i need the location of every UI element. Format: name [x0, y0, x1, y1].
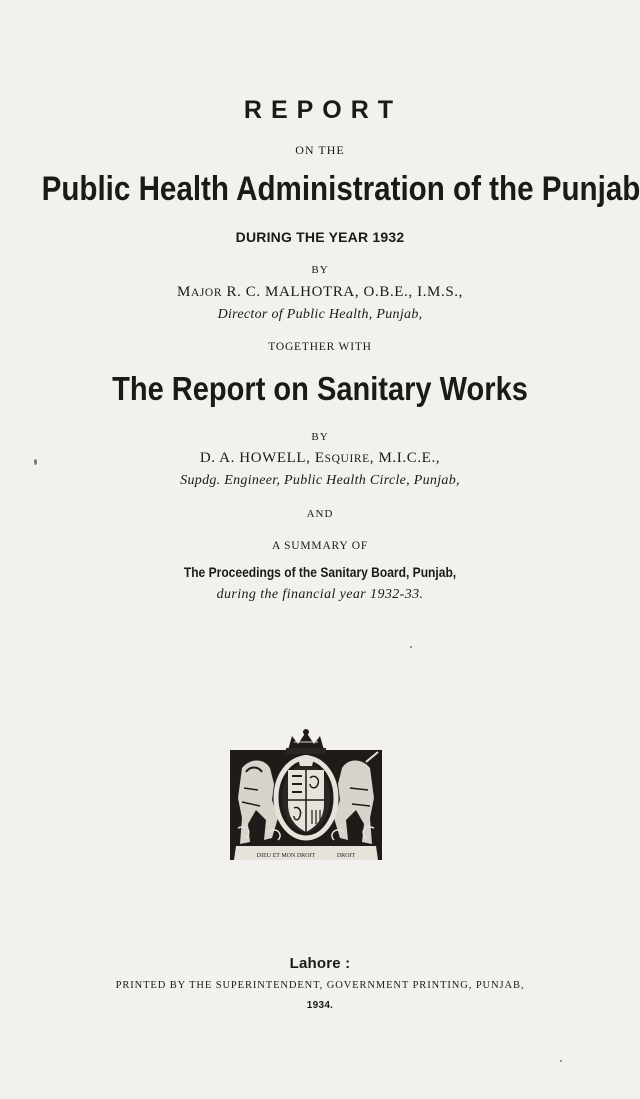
and-line: AND: [306, 508, 334, 520]
author-2-suffix-cap: E: [314, 450, 325, 466]
printer-line: PRINTED BY THE SUPERINTENDENT, GOVERNMENT PRINTING, PUNJAB,: [115, 980, 525, 991]
motto-right-text: DROIT: [336, 853, 356, 859]
secondary-title: The Report on Sanitary Works: [112, 370, 528, 407]
proceedings-line: The Proceedings of the Sanitary Board, Punjab,: [183, 564, 457, 580]
author-2-title: Supdg. Engineer, Public Health Circle, Punjab,: [180, 473, 460, 488]
author-2-name: D. A. HOWELL,: [199, 450, 315, 466]
author-1-prefix-rest: AJOR: [190, 287, 223, 299]
by-line-1: BY: [311, 264, 329, 276]
author-1-line: [0, 284, 640, 301]
author-2-suffix-rest: SQUIRE: [324, 453, 370, 465]
royal-coat-of-arms-icon: [228, 728, 384, 864]
report-heading: REPORT: [243, 96, 403, 124]
financial-year-line: during the financial year 1932-33.: [216, 587, 424, 602]
author-2-line: [0, 450, 640, 467]
author-1-title: Director of Public Health, Punjab,: [217, 307, 423, 322]
author-2-degree: , M.I.C.E.,: [369, 450, 441, 466]
paper-speck: [34, 459, 37, 465]
on-the-line: ON THE: [295, 143, 345, 157]
paper-speck: [560, 1060, 562, 1062]
motto-left-text: DIEU ET MON DROIT: [256, 853, 316, 859]
by-line-2: BY: [311, 431, 329, 443]
paper-speck: [410, 646, 412, 648]
motto-scroll: [234, 846, 378, 860]
during-year-line: DURING THE YEAR 1932: [235, 229, 405, 245]
author-1-name: R. C. MALHOTRA, O.B.E., I.M.S.,: [222, 284, 463, 300]
author-1-prefix-cap: M: [177, 284, 191, 300]
publication-year: 1934.: [306, 1000, 334, 1011]
main-title: Public Health Administration of the Punjab: [41, 170, 640, 208]
together-with-line: TOGETHER WITH: [268, 341, 372, 353]
place-of-printing: Lahore :: [289, 955, 351, 972]
summary-of-line: A SUMMARY OF: [271, 540, 369, 552]
helm-icon: [298, 755, 314, 766]
